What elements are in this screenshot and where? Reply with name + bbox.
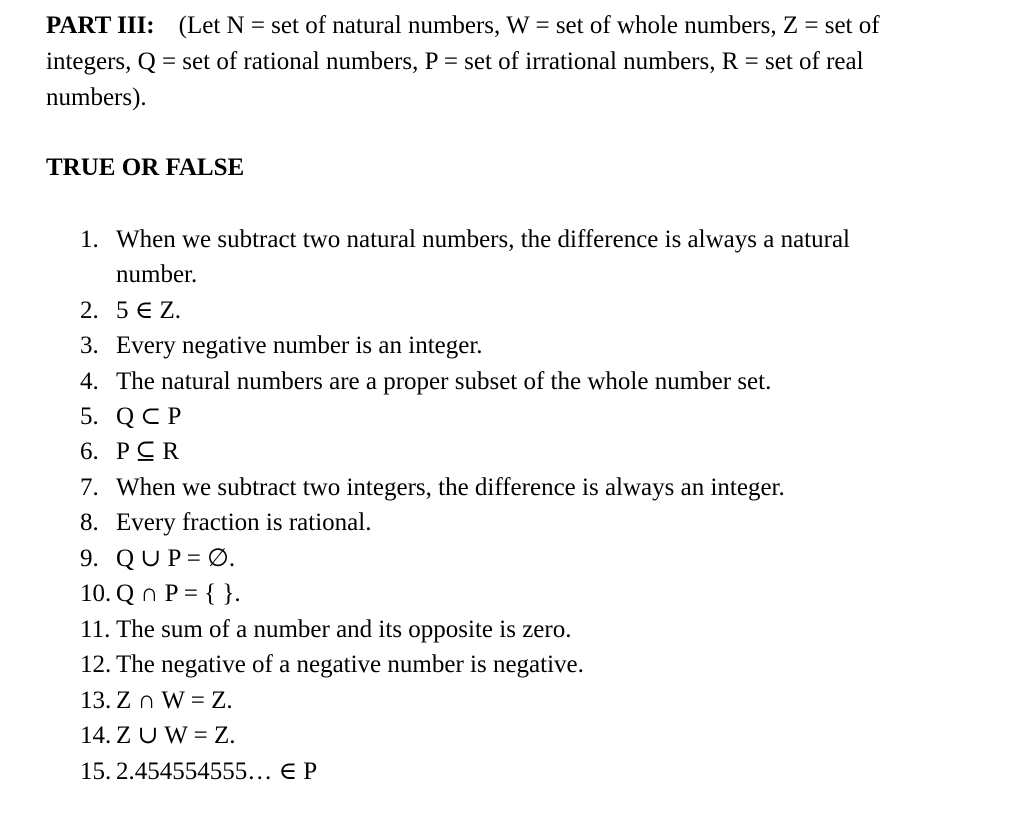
- item-number: 3.: [80, 332, 99, 359]
- list-item: [80, 612, 571, 647]
- item-number: 11.: [80, 616, 111, 643]
- item-text: 5 ∈ Z.: [116, 297, 182, 324]
- list-item: [80, 541, 235, 576]
- item-number: 8.: [80, 509, 99, 536]
- list-item: [80, 434, 179, 469]
- item-number: 13.: [80, 687, 112, 714]
- intro-paragraph: [46, 8, 966, 116]
- list-item: [80, 505, 371, 540]
- item-text: The natural numbers are a proper subset of the whole number set.: [116, 368, 772, 395]
- item-number: 15.: [80, 758, 112, 785]
- item-number: 6.: [80, 438, 99, 465]
- item-text: The negative of a negative number is negative.: [116, 651, 584, 678]
- list-item: [80, 293, 181, 328]
- item-text: Q ⊂ P: [116, 403, 182, 430]
- list-item: [80, 718, 236, 753]
- item-text: Z ∩ W = Z.: [116, 687, 233, 714]
- list-item: [80, 364, 771, 399]
- list-item: [80, 470, 785, 505]
- item-text: Every fraction is rational.: [116, 509, 372, 536]
- list-item: [80, 647, 584, 682]
- item-number: 10.: [80, 580, 112, 607]
- item-text: Q ∩ P = { }.: [116, 580, 241, 607]
- set-definitions: (Let N = set of natural numbers, W = set of whole numbers, Z = set of integers, Q = set of rational numbers, P = set of irrational numbers, R = set of real numbers).: [46, 12, 880, 111]
- item-number: 4.: [80, 368, 99, 395]
- item-number: 1.: [80, 226, 99, 253]
- item-number: 12.: [80, 651, 112, 678]
- item-text: When we subtract two natural numbers, the difference is always a natural: [116, 226, 850, 253]
- list-item: [80, 683, 233, 718]
- item-number: 5.: [80, 403, 99, 430]
- item-number: 14.: [80, 722, 112, 749]
- item-text: When we subtract two integers, the difference is always an integer.: [116, 474, 785, 501]
- section-heading: TRUE OR FALSE: [46, 154, 245, 181]
- item-number: 7.: [80, 474, 99, 501]
- item-text: P ⊆ R: [116, 438, 180, 465]
- list-item: [80, 399, 181, 434]
- item-text: Q ∪ P = ∅.: [116, 545, 236, 572]
- item-number: 2.: [80, 297, 99, 324]
- list-item: [80, 328, 483, 363]
- item-text-continued: number.: [116, 261, 198, 288]
- list-item: [80, 222, 850, 292]
- list-item: [80, 576, 241, 611]
- list-item: [80, 754, 317, 789]
- item-text: Z ∪ W = Z.: [116, 722, 236, 749]
- item-text: Every negative number is an integer.: [116, 332, 483, 359]
- part-label: PART III:: [46, 12, 155, 39]
- item-text: 2.454554555… ∈ P: [116, 758, 318, 785]
- item-number: 9.: [80, 545, 99, 572]
- item-text: The sum of a number and its opposite is zero.: [116, 616, 572, 643]
